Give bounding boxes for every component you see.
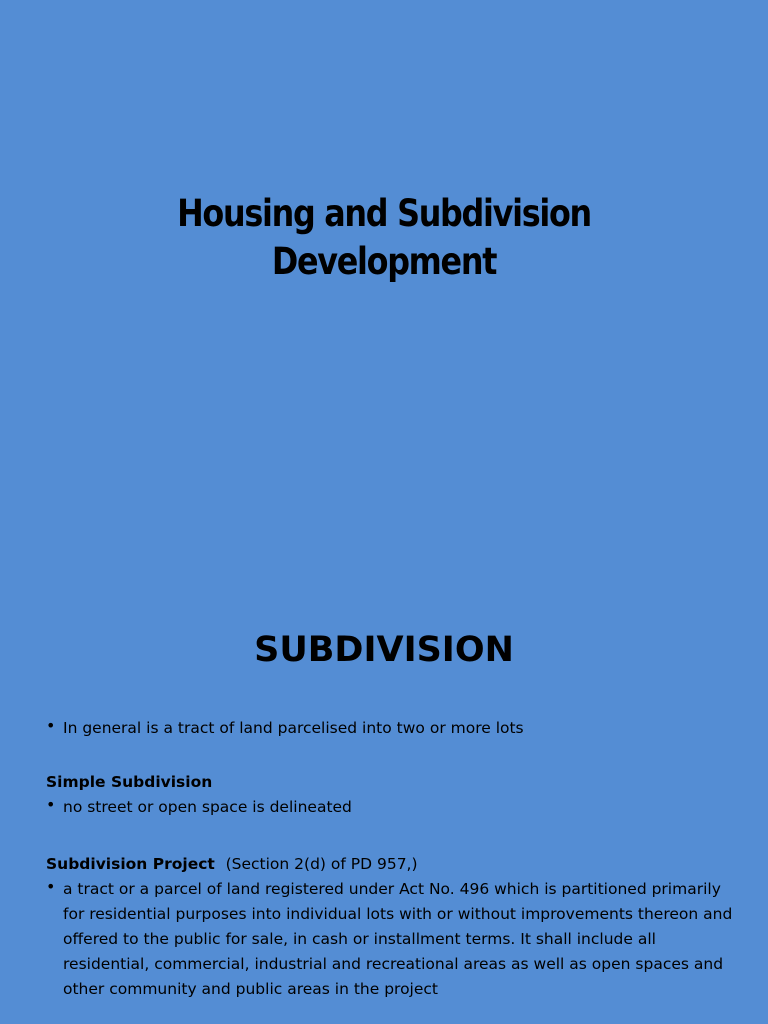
bullet-text: In general is a tract of land parcelised into two or more lots: [63, 719, 524, 737]
subdivision-slide: [0, 512, 768, 1024]
general-definition: [46, 716, 736, 741]
slide-title-line-1: Housing and Subdivision: [177, 192, 591, 235]
slide-title-line-2: Development: [271, 240, 497, 283]
subdivision-project-heading-row: [46, 852, 736, 877]
subdivision-project-block: [46, 852, 736, 1002]
section-title: SUBDIVISION: [254, 630, 514, 670]
legal-reference: (Section 2(d) of PD 957,): [225, 855, 418, 873]
simple-subdivision-block: [46, 770, 736, 820]
bullet-text: no street or open space is delineated: [63, 798, 352, 816]
list-item: [46, 877, 736, 1002]
list-item: [46, 795, 736, 820]
bullet-icon: •: [46, 795, 56, 814]
bullet-text: a tract or a parcel of land registered under Act No. 496 which is partitioned primarily for residential purposes into individual lots with or without improvements thereon and offered to the public for sale, in cash or installment terms. It shall include all residential, commercial, industrial and recreational areas as well as open spaces and other community and public areas in the project: [63, 880, 733, 998]
simple-subdivision-heading: Simple Subdivision: [46, 773, 213, 791]
subdivision-project-heading: Subdivision Project: [46, 855, 215, 873]
bullet-icon: •: [46, 877, 56, 896]
slide-title: [54, 190, 714, 286]
list-item: [46, 716, 736, 741]
bullet-icon: •: [46, 716, 56, 735]
